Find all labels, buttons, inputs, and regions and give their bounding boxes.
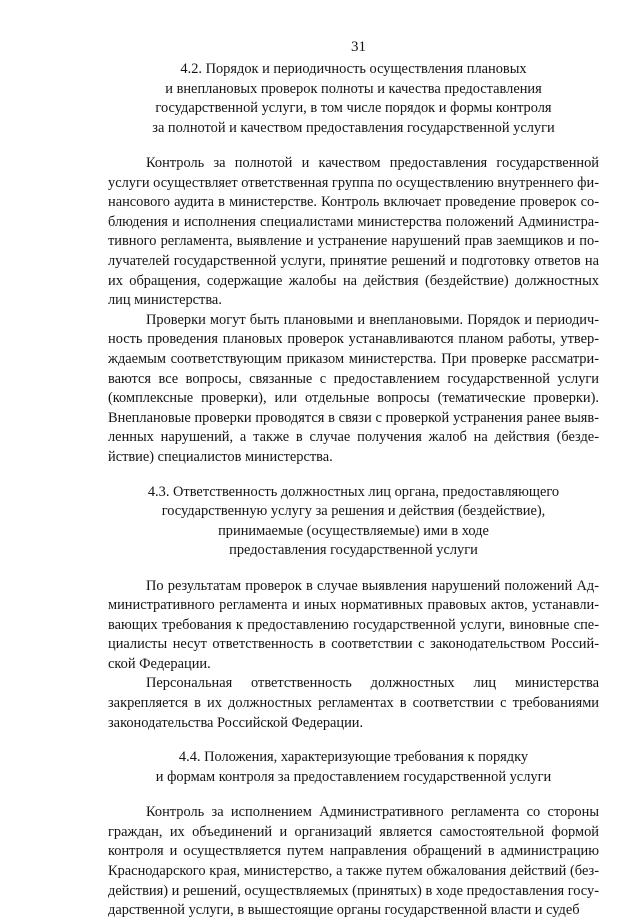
paragraph: Контроль за исполнением Административного регламента со стороны граждан, их объединений и организаций является самостоятельной формой контроля и осуществляется путем направления обращений в администрацию Краснодарского края, министерство, а также путем обжалования действий (бездействия) и решений, осуществляемых (принятых) в ходе предоставления государственной услуги, в вышестоящие органы государственной власти и судеб — [108, 804, 599, 919]
spacer — [108, 787, 599, 803]
page-number: 31 — [351, 39, 366, 55]
paragraph: По результатам проверок в случае выявления нарушений положений Административного регламента и иных нормативных правовых актов, устанавливающих требования к предоставлению государственной услуги, виновные специалисты несут ответственность в соответствии с законодательством Российской Федерации. — [108, 577, 599, 672]
heading-line: государственную услугу за решения и действия (бездействие), — [161, 503, 546, 519]
paragraph: Контроль за полнотой и качеством предоставления государственной услуги осуществляет ответственная группа по осуществлению внутреннего финансового аудита в министерстве. Контроль включает проведение проверок соблюдения и исполнения специалистами министерства положений Административного регламента, выявление и устранение нарушений прав заемщиков и получателей государственной услуги, принятие решений и подготовку ответов на их обращения, содержащие жалобы на действия (бездействие) должностных лиц министерства. — [108, 155, 599, 309]
spacer — [108, 138, 599, 154]
heading-line: государственной услуги, в том числе порядок и формы контроля — [155, 100, 552, 116]
section-heading-4-4 — [108, 748, 599, 787]
paragraph: Персональная ответственность должностных лиц министерства закрепляется в их должностных регламентах в соответствии с требованиями законодательства Российской Федерации. — [108, 675, 599, 731]
paragraph: Проверки могут быть плановыми и внеплановыми. Порядок и периодичность проведения плановых проверок устанавливаются планом работы, утверждаемым соответствующим приказом министерства. При проверке рассматриваются все вопросы, связанные с предоставлением государственной услуги (комплексные проверки), или отдельные вопросы (тематические проверки). Внеплановые проверки проводятся в связи с проверкой устранения ранее выявленных нарушений, а также в случае получения жалоб на действия (бездействие) специалистов министерства. — [108, 311, 599, 465]
heading-line: принимаемые (осуществляемые) ими в ходе — [218, 522, 489, 539]
heading-line: предоставления государственной услуги — [229, 542, 478, 558]
heading-line: и формам контроля за предоставлением государственной услуги — [155, 768, 552, 785]
heading-line: 4.4. Положения, характеризующие требования к порядку — [178, 749, 529, 766]
heading-line: 4.3. Ответственность должностных лиц органа, предоставляющего — [147, 483, 560, 500]
section-heading-4-2 — [108, 60, 599, 138]
heading-line: за полнотой и качеством предоставления государственной услуги — [152, 119, 555, 136]
section-heading-4-3 — [108, 483, 599, 561]
spacer — [108, 468, 599, 483]
spacer — [108, 561, 599, 577]
heading-line: 4.2. Порядок и периодичность осуществления плановых — [180, 61, 527, 77]
spacer — [108, 733, 599, 748]
heading-line: и внеплановых проверок полноты и качества предоставления — [165, 80, 542, 97]
